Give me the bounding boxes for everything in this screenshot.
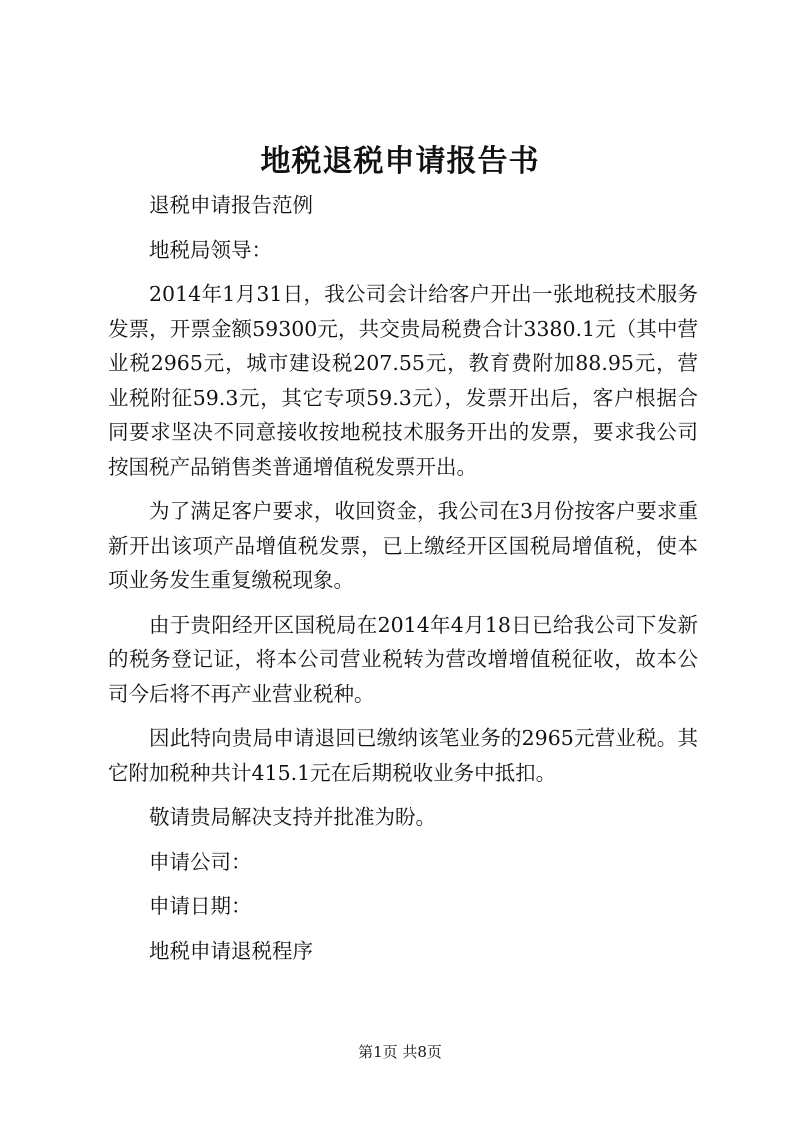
paragraph-applicant: 申请公司： xyxy=(149,849,252,874)
paragraph-tax-change: 由于贵阳经开区国税局在2014年4月18日已给我公司下发新的税务登记证，将本公司营业税转为营改增增值税征收，故本公司今后将不再产业营业税种。 xyxy=(108,612,698,706)
paragraph-subtitle: 退税申请报告范例 xyxy=(149,193,313,217)
document-title: 地税退税申请报告书 xyxy=(260,144,540,179)
paragraph-procedure-heading: 地税申请退税程序 xyxy=(149,938,313,963)
paragraph-closing: 敬请贵局解决支持并批准为盼。 xyxy=(149,805,436,829)
paragraph-background: 2014年1月31日，我公司会计给客户开出一张地税技术服务发票，开票金额59300元，共交贵局税费合计3380.1元（其中营业税2965元，城市建设税207.55元，教育费附加88.95元，营业税附征59.3元，其它专项59.3元），发票开出后，客户根据合同要求坚决不同意接收按地税技术服务开出的发票，要求我公司按国税产品销售类普通增值税发票开出。 xyxy=(108,282,698,479)
document-body xyxy=(108,188,698,978)
paragraph-reissue: 为了满足客户要求，收回资金，我公司在3月份按客户要求重新开出该项产品增值税发票，已上缴经开区国税局增值税，使本项业务发生重复缴税现象。 xyxy=(108,499,698,592)
paragraph-date: 申请日期： xyxy=(149,894,252,918)
page-number-footer: 第1页 共8页 xyxy=(358,1043,442,1061)
paragraph-request: 因此特向贵局申请退回已缴纳该笔业务的2965元营业税。其它附加税种共计415.1元在后期税收业务中抵扣。 xyxy=(108,726,698,785)
paragraph-salutation: 地税局领导： xyxy=(149,237,272,262)
